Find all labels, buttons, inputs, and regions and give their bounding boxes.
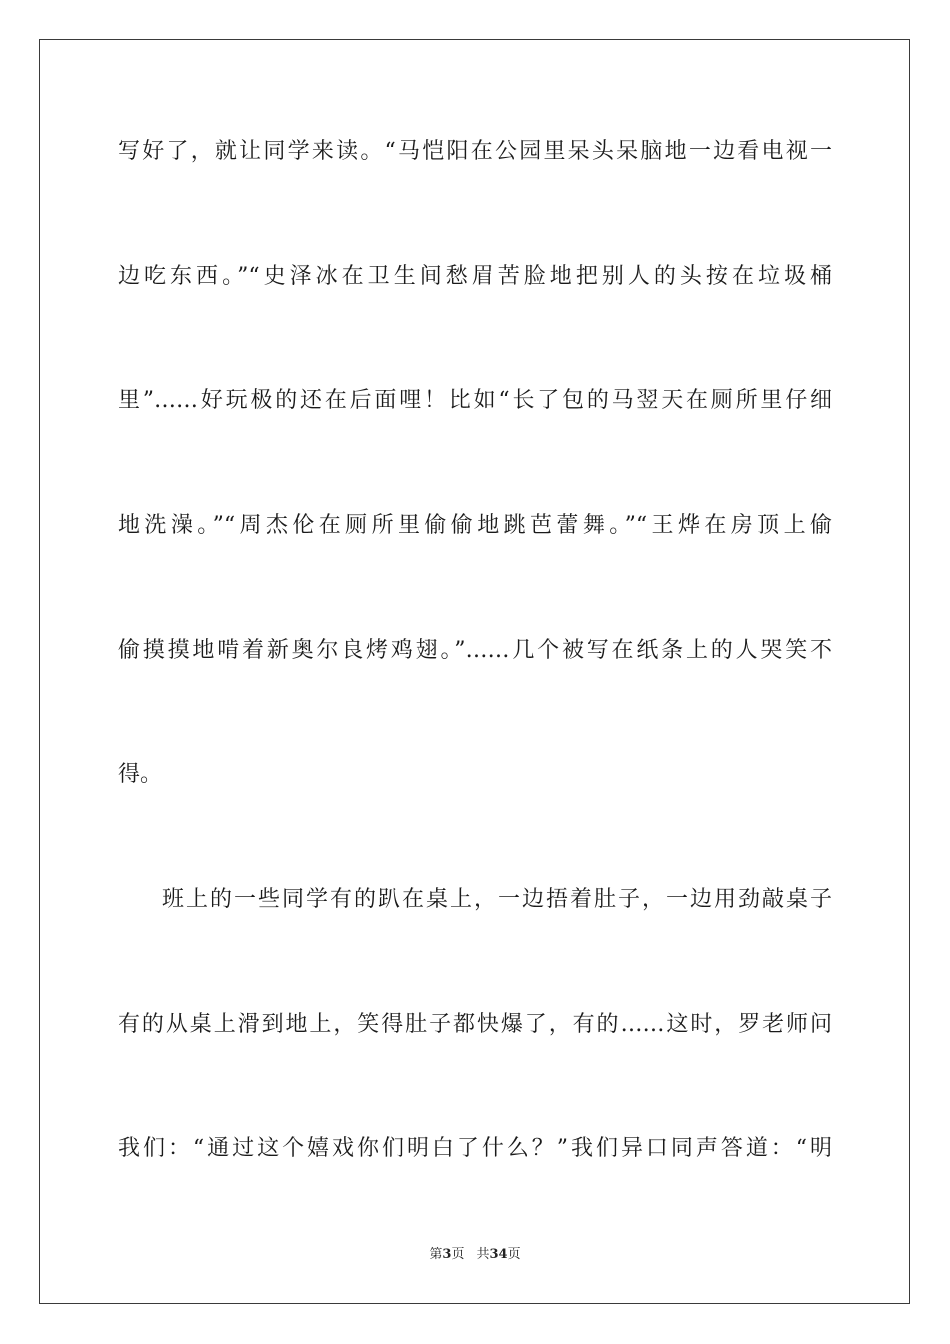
paragraph-2-line-3: 我们：“通过这个嬉戏你们明白了什么？”我们异口同声答道：“明 [118,1136,832,1161]
footer-total-suffix: 页 [507,1247,521,1262]
footer-page-current: 3 [442,1247,452,1262]
text-line-3: 里”……好玩极的还在后面哩！比如“长了包的马翌天在厕所里仔细 [118,388,832,413]
text-line-4: 地洗澡。”“周杰伦在厕所里偷偷地跳芭蕾舞。”“王烨在房顶上偷 [118,513,832,538]
text-line-5: 偷摸摸地啃着新奥尔良烤鸡翅。”……几个被写在纸条上的人哭笑不 [118,638,832,663]
page-footer [0,1246,950,1264]
footer-page-prefix: 第 [429,1247,443,1262]
text-line-2: 边吃东西。”“史泽冰在卫生间愁眉苦脸地把别人的头按在垃圾桶 [118,264,832,289]
paragraph-2-line-2: 有的从桌上滑到地上，笑得肚子都快爆了，有的……这时，罗老师问 [118,1012,832,1037]
footer-page-total: 34 [489,1247,508,1262]
footer-total-prefix: 共 [476,1247,490,1262]
footer-page-suffix: 页 [451,1247,465,1262]
paragraph-2-line-1: 班上的一些同学有的趴在桌上，一边捂着肚子，一边用劲敲桌子 [162,887,832,912]
text-line-6: 得。 [118,762,163,787]
text-line-1: 写好了，就让同学来读。“马恺阳在公园里呆头呆脑地一边看电视一 [118,139,832,164]
page-border [39,39,910,1304]
